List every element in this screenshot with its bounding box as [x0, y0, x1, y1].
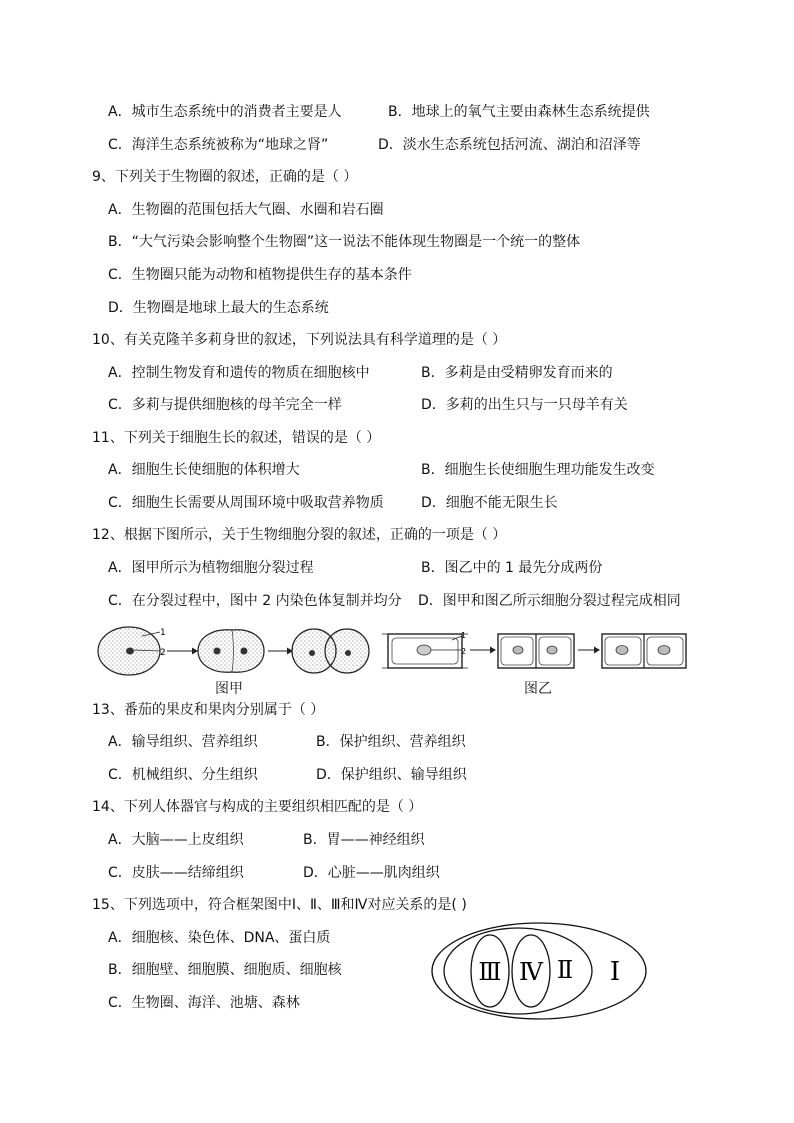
q12-option-d: D．图甲和图乙所示细胞分裂过程完成相同: [418, 593, 681, 609]
q13-option-a: A．输导组织、营养组织: [108, 734, 258, 750]
q14-option-a: A．大脑——上皮组织: [108, 832, 244, 848]
q11-option-c: C．细胞生长需要从周围环境中吸取营养物质: [108, 495, 384, 511]
q10-stem: 10、有关克隆羊多莉身世的叙述，下列说法具有科学道理的是（ ）: [92, 332, 507, 348]
figure-a-caption: 图甲: [215, 681, 243, 697]
animal-cell-1-nucleus: [126, 648, 134, 655]
figure-b-plant-cell-division: [382, 628, 692, 674]
label-1-b: 1: [461, 631, 467, 640]
arrow-icon: [490, 647, 496, 654]
q8-option-d: D．淡水生态系统包括河流、湖泊和沼泽等: [378, 137, 641, 153]
q14-option-b: B．胃——神经组织: [303, 832, 425, 848]
animal-cell-2: [198, 630, 264, 673]
label-III: Ⅲ: [478, 958, 502, 986]
q13-option-c: C．机械组织、分生组织: [108, 767, 258, 783]
label-IV: Ⅳ: [519, 958, 543, 986]
q9-option-a: A．生物圈的范围包括大气圈、水圈和岩石圈: [108, 202, 384, 218]
q8-option-c: C．海洋生态系统被称为“地球之肾”: [108, 137, 329, 153]
figure-b-caption: 图乙: [524, 681, 552, 697]
q10-option-d: D．多莉的出生只与一只母羊有关: [421, 397, 628, 413]
q11-option-d: D．细胞不能无限生长: [421, 495, 558, 511]
arrow-icon: [192, 648, 198, 655]
figure-a-animal-cell-division: [92, 620, 382, 680]
q14-stem: 14、下列人体器官与构成的主要组织相匹配的是（ ）: [92, 799, 423, 815]
plant-cell-1-nucleus: [417, 645, 431, 655]
q13-option-d: D．保护组织、输导组织: [316, 767, 467, 783]
label-2-a: 2: [160, 648, 166, 658]
q15-stem: 15、下列选项中，符合框架图中Ⅰ、Ⅱ、Ⅲ和Ⅳ对应关系的是( ): [92, 897, 467, 913]
framework-venn-diagram: [430, 920, 650, 1024]
q10-option-b: B．多莉是由受精卵发育而来的: [421, 365, 613, 381]
label-II: Ⅱ: [556, 956, 574, 984]
q13-stem: 13、番茄的果皮和果肉分别属于（ ）: [92, 702, 325, 718]
q9-option-b: B．“大气污染会影响整个生物圈”这一说法不能体现生物圈是一个统一的整体: [108, 234, 581, 250]
q10-option-c: C．多莉与提供细胞核的母羊完全一样: [108, 397, 342, 413]
q9-option-c: C．生物圈只能为动物和植物提供生存的基本条件: [108, 267, 412, 283]
q9-stem: 9、下列关于生物圈的叙述，正确的是（ ）: [92, 169, 358, 185]
q8-option-b: B．地球上的氧气主要由森林生态系统提供: [388, 104, 650, 120]
q9-option-d: D．生物圈是地球上最大的生态系统: [108, 300, 329, 316]
q10-option-a: A．控制生物发育和遗传的物质在细胞核中: [108, 365, 370, 381]
q11-option-b: B．细胞生长使细胞生理功能发生改变: [421, 462, 655, 478]
q12-option-c: C．在分裂过程中，图中 2 内染色体复制并均分: [108, 593, 402, 609]
q13-option-b: B．保护组织、营养组织: [316, 734, 466, 750]
q12-stem: 12、根据下图所示，关于生物细胞分裂的叙述，正确的一项是（ ）: [92, 527, 507, 543]
q11-option-a: A．细胞生长使细胞的体积增大: [108, 462, 300, 478]
label-2-b: 2: [461, 647, 467, 656]
q14-option-c: C．皮肤——结缔组织: [108, 865, 244, 881]
q15-option-b: B．细胞壁、细胞膜、细胞质、细胞核: [108, 962, 342, 978]
arrow-icon: [594, 647, 600, 654]
label-1-a: 1: [160, 628, 166, 638]
q8-option-a: A．城市生态系统中的消费者主要是人: [108, 104, 342, 120]
q15-option-c: C．生物圈、海洋、池塘、森林: [108, 995, 300, 1011]
q14-option-d: D．心脏——肌肉组织: [303, 865, 440, 881]
q12-option-b: B．图乙中的 1 最先分成两份: [421, 560, 603, 576]
q12-option-a: A．图甲所示为植物细胞分裂过程: [108, 560, 314, 576]
q11-stem: 11、下列关于细胞生长的叙述，错误的是（ ）: [92, 430, 381, 446]
label-I: Ⅰ: [609, 957, 621, 987]
q15-option-a: A．细胞核、染色体、DNA、蛋白质: [108, 930, 331, 946]
